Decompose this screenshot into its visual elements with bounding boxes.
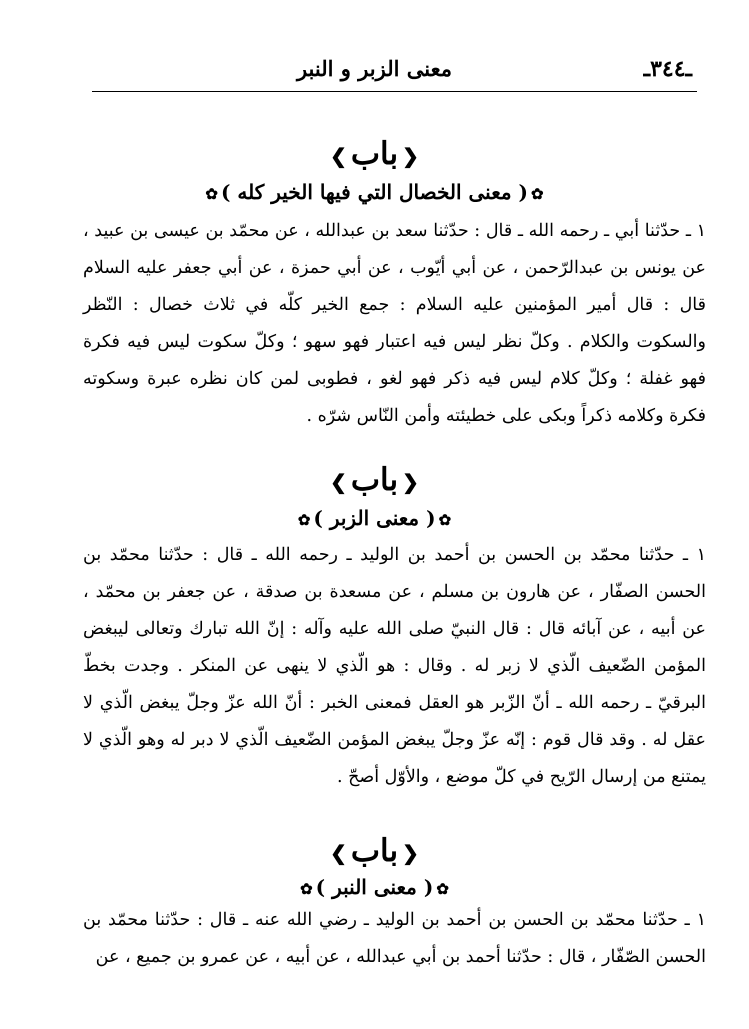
ornament-left-icon: ❯: [330, 143, 347, 168]
flower-icon: ✿: [436, 880, 449, 898]
hadith-paragraph: ١ ـ حدّثنا محمّد بن الحسن بن أحمد بن الوليد ـ رضي الله عنه ـ قال : حدّثنا محمّد بن الحسن الصّفّار ، قال : حدّثنا أحمد بن أبي عبدالله ، عن أبيه ، عن عمرو بن جميع ، عن: [83, 910, 706, 967]
section-subtitle-1: [0, 180, 749, 204]
flower-icon: ✿: [300, 880, 313, 898]
section-text-3: [83, 902, 706, 976]
section-heading-1: [0, 136, 749, 172]
section-text-1: [83, 213, 706, 435]
header-rule: [92, 91, 697, 92]
section-heading-text: باب: [350, 833, 399, 869]
section-subtitle-3: [0, 875, 749, 899]
flower-icon: ✿: [531, 185, 544, 203]
section-text-2: [83, 537, 706, 796]
ornament-left-icon: ❯: [330, 840, 347, 865]
flower-icon: ✿: [297, 511, 311, 529]
flower-icon: ✿: [205, 185, 218, 203]
section-heading-3: [0, 833, 749, 869]
running-title: معنى الزبر و النبر: [296, 56, 452, 81]
section-subtitle-text: ( معنى الزبر ): [313, 506, 436, 530]
section-subtitle-text: ( معنى الخصال التي فيها الخير كله ): [220, 180, 529, 204]
page-number: ـ٣٤٤ـ: [643, 56, 692, 82]
hadith-paragraph: ١ ـ حدّثنا محمّد بن الحسن بن أحمد بن الوليد ـ رحمه الله ـ قال : حدّثنا محمّد بن الحسن الصفّار ، عن هارون بن مسلم ، عن مسعدة بن صدقة ، عن جعفر بن محمّد ، عن أبيه ، عن آبائه قال : قال النبيّ صلى الله عليه وآله : إنّ الله تبارك وتعالى ليبغض المؤمن الضّعيف الّذي لا زبر له . وقال : هو الّذي لا ينهى عن المنكر . وجدت بخطّ البرقيّ ـ رحمه الله ـ أنّ الزّبر هو العقل فمعنى الخبر : أنّ الله عزّ وجلّ يبغض الّذي لا عقل له . وقد قال قوم : إنّه عزّ وجلّ يبغض المؤمن الضّعيف الّذي لا دبر له وهو الّذي لا يمتنع من إرسال الرّيح في كلّ موضع ، والأوّل أصحّ .: [83, 545, 706, 787]
section-heading-text: باب: [350, 462, 399, 498]
section-subtitle-2: [0, 506, 749, 530]
hadith-paragraph: ١ ـ حدّثنا أبي ـ رحمه الله ـ قال : حدّثنا سعد بن عبدالله ، عن محمّد بن عيسى بن عبيد ، عن يونس بن عبدالرّحمن ، عن أبي أيّوب ، عن أبي حمزة ، عن أبي جعفر عليه السلام قال : قال أمير المؤمنين عليه السلام : جمع الخير كلّه في ثلاث خصال : النّظر والسكوت والكلام . وكلّ نظر ليس فيه اعتبار فهو سهو ؛ وكلّ سكوت ليس فيه فكرة فهو غفلة ؛ وكلّ كلام ليس فيه ذكر فهو لغو ، فطوبى لمن كان نظره عبرة وسكوته فكرة وكلامه ذكراً وبكى على خطيئته وأمن النّاس شرّه .: [83, 221, 706, 426]
section-heading-2: [0, 462, 749, 498]
section-subtitle-text: ( معنى النبر ): [315, 875, 434, 899]
running-header: [92, 52, 692, 92]
ornament-right-icon: ❮: [402, 143, 419, 168]
ornament-left-icon: ❯: [330, 469, 347, 494]
flower-icon: ✿: [438, 511, 452, 529]
ornament-right-icon: ❮: [402, 469, 419, 494]
ornament-right-icon: ❮: [402, 840, 419, 865]
section-heading-text: باب: [350, 136, 399, 172]
